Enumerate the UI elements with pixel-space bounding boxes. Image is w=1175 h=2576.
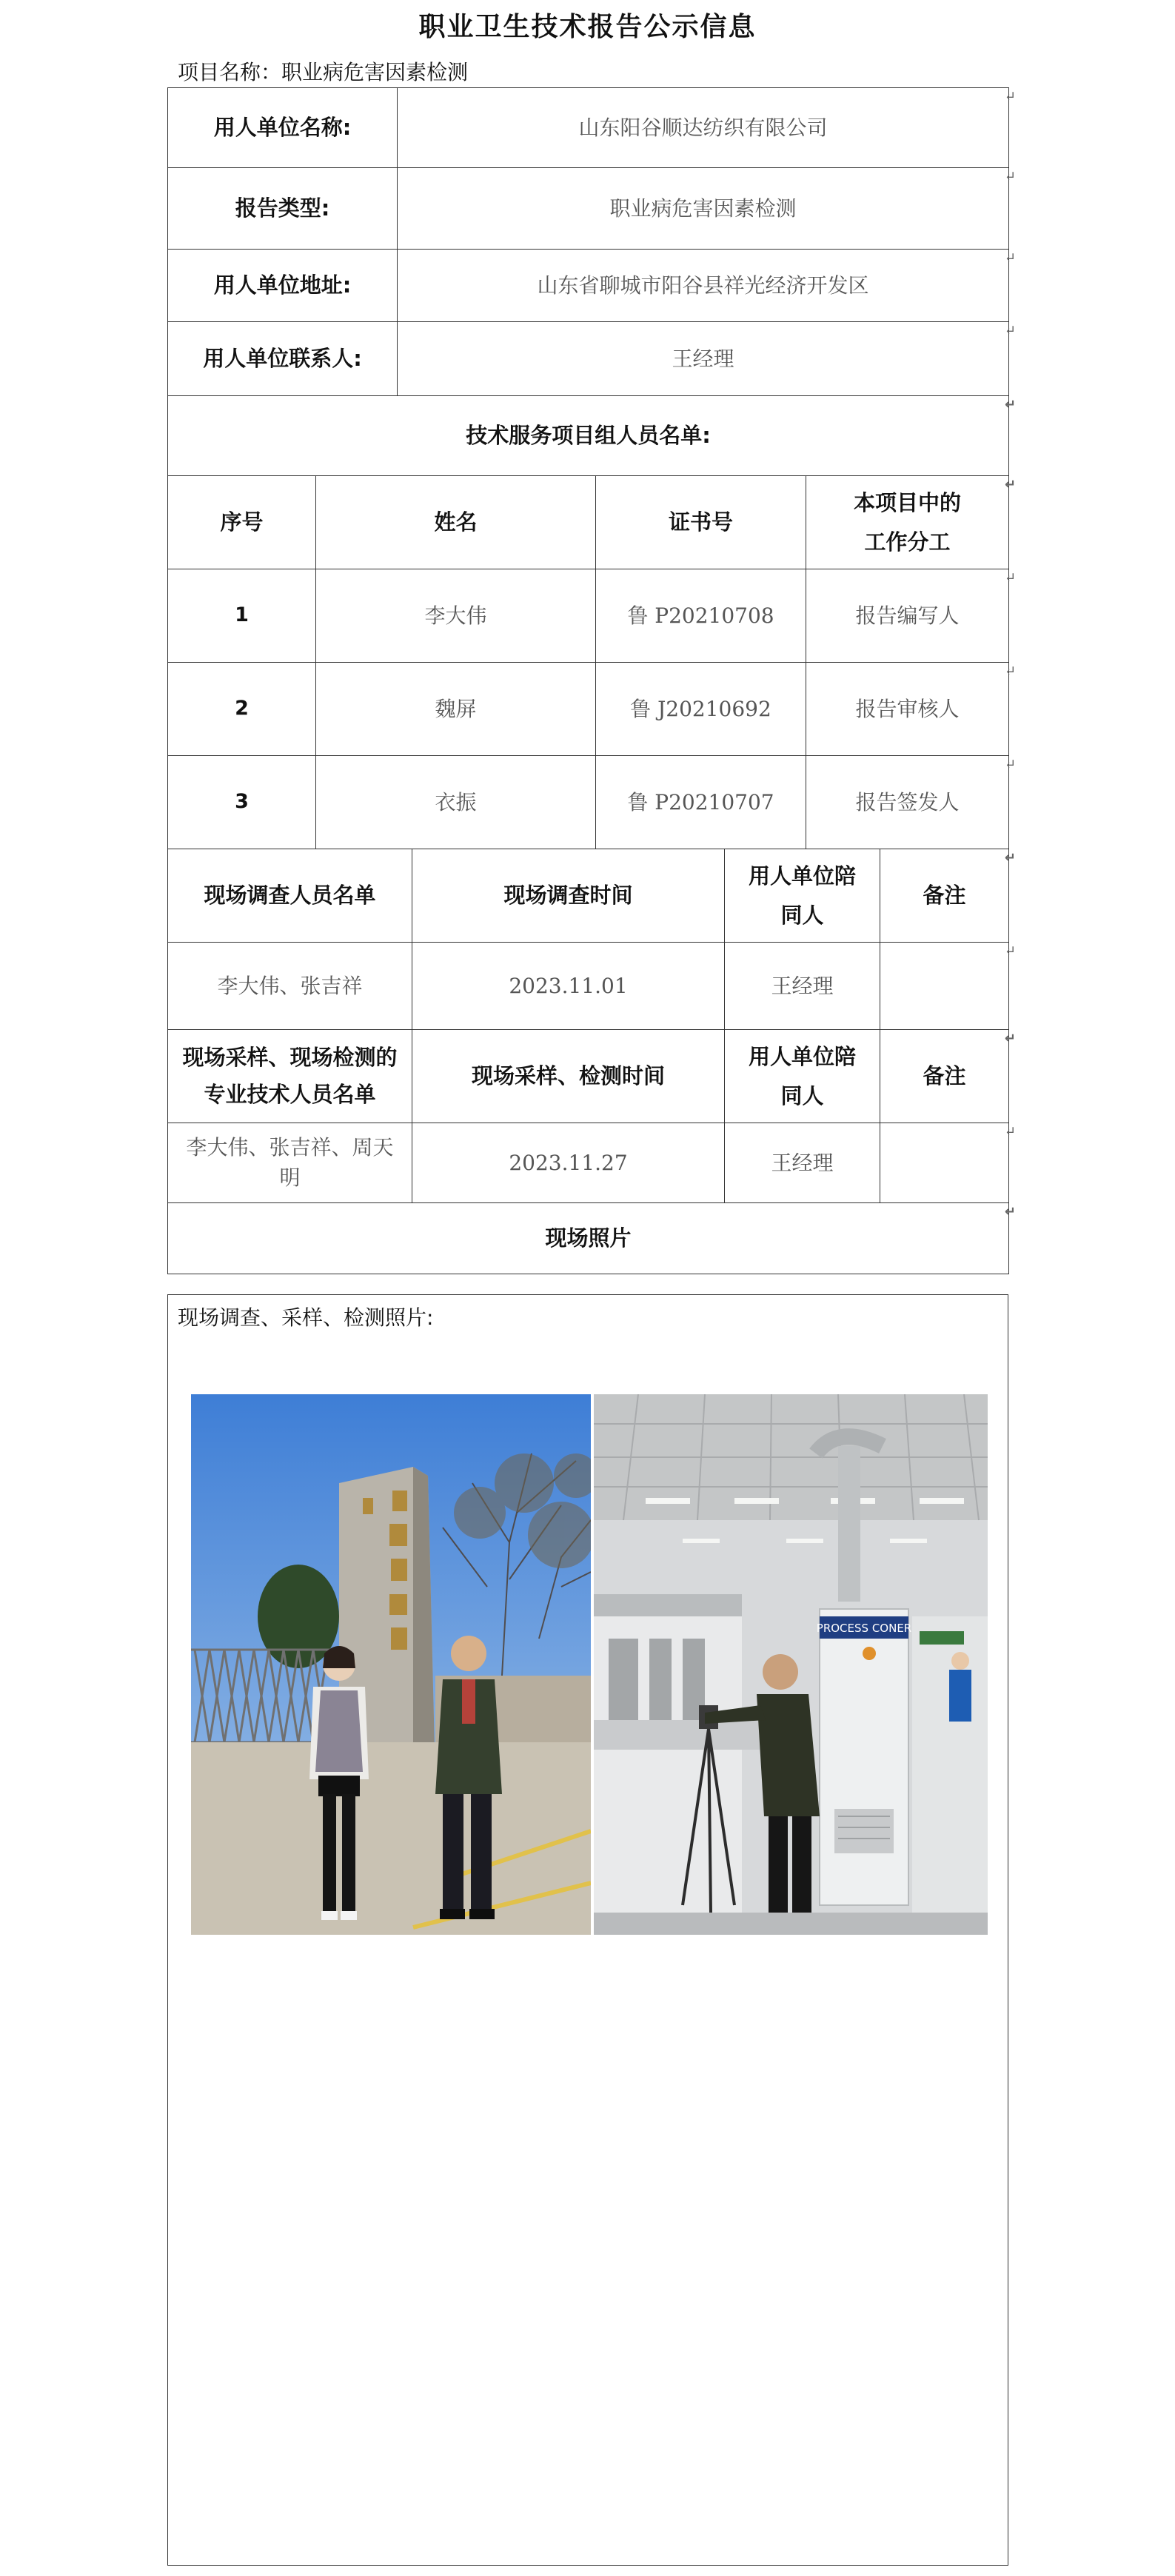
info-table [167,87,1016,396]
table-row [168,943,1009,1030]
sampling-header-people: 现场采样、现场检测的专业技术人员名单 [168,1030,412,1123]
row-cert: 鲁 P20210708 [596,569,806,663]
address-label: 用人单位地址: [168,250,398,322]
survey-time: 2023.11.01 [412,943,725,1030]
row-name: 衣振 [316,756,596,849]
page-title: 职业卫生技术报告公示信息 [418,12,757,42]
sampling-people: 李大伟、张吉祥、周天明 [168,1123,412,1203]
report-type-value: 职业病危害因素检测 ↵ [398,168,1009,250]
site-survey-photo [191,1394,591,1935]
survey-escort: 王经理 [725,943,880,1030]
survey-header-escort: 用人单位陪同人 [725,849,880,943]
row-name: 魏屏 [316,663,596,756]
row-no: 1 [168,569,316,663]
row-role: 报告签发人 ↵ [806,756,1009,849]
table-row [168,663,1009,756]
survey-header-people: 现场调查人员名单 [168,849,412,943]
col-header-cert: 证书号 [596,476,806,569]
contact-label: 用人单位联系人: [168,322,398,396]
row-cert: 鲁 J20210692 [596,663,806,756]
row-no: 3 [168,756,316,849]
table-row [168,1123,1009,1203]
photo-caption: 现场调查、采样、检测照片: [178,1305,434,1330]
survey-header-note: 备注 ↵ [880,849,1009,943]
photos-section-label: 现场照片 ↵ [168,1203,1009,1274]
site-sampling-photo [594,1394,988,1935]
table-row [168,569,1009,663]
team-heading: 技术服务项目组人员名单: ↵ [168,396,1009,476]
report-type-label: 报告类型: [168,168,398,250]
team-table [167,395,1017,849]
sampling-header-time: 现场采样、检测时间 [412,1030,725,1123]
survey-people: 李大伟、张吉祥 [168,943,412,1030]
col-header-name: 姓名 [316,476,596,569]
sampling-header-escort: 用人单位陪同人 [725,1030,880,1123]
survey-note: ↵ [880,943,1009,1030]
machine-label: PROCESS CONER [816,1622,912,1635]
sampling-time: 2023.11.27 [412,1123,725,1203]
row-no: 2 [168,663,316,756]
employer-value: 山东阳谷顺达纺织有限公司 ↵ [398,88,1009,168]
col-header-no: 序号 [168,476,316,569]
row-cert: 鲁 P20210707 [596,756,806,849]
survey-header-time: 现场调查时间 [412,849,725,943]
table-row [168,756,1009,849]
col-header-role: 本项目中的工作分工 ↵ [806,476,1009,569]
survey-table [167,849,1016,1274]
row-role: 报告编写人 ↵ [806,569,1009,663]
employer-label: 用人单位名称: [168,88,398,168]
project-name: 项目名称：职业病危害因素检测 [178,60,469,84]
contact-value: 王经理 ↵ [398,322,1009,396]
address-value: 山东省聊城市阳谷县祥光经济开发区 ↵ [398,250,1009,322]
sampling-note: ↵ [880,1123,1009,1203]
row-role: 报告审核人 ↵ [806,663,1009,756]
sampling-header-note: 备注 ↵ [880,1030,1009,1123]
row-name: 李大伟 [316,569,596,663]
sampling-escort: 王经理 [725,1123,880,1203]
